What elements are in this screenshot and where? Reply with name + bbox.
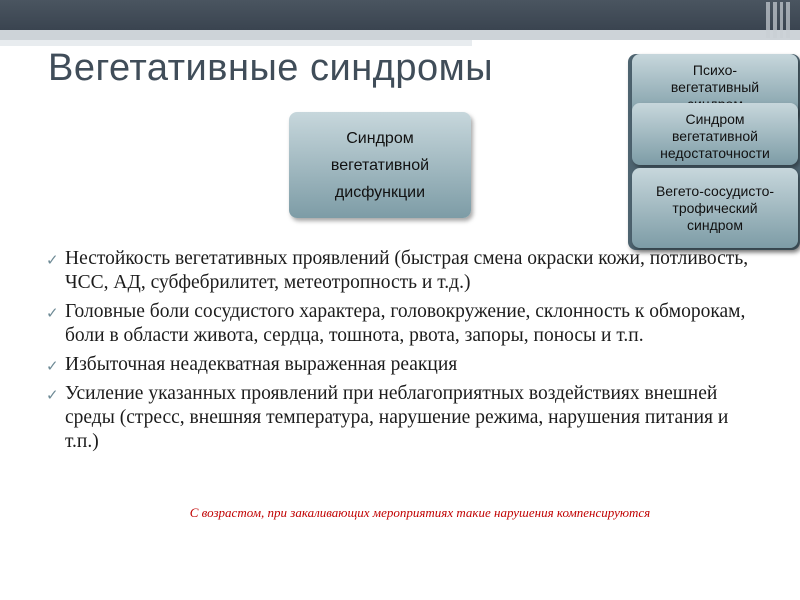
list-item-text: Нестойкость вегетативных проявлений (быстрая смена окраски кожи, потливость, ЧСС, АД, субфебрилитет, метеотропность и т.д.)	[65, 248, 749, 293]
box-line: трофический	[672, 199, 758, 216]
list-item	[46, 382, 766, 454]
list-item	[46, 353, 766, 377]
list-item	[46, 247, 766, 295]
main-box-line: Синдром	[346, 129, 414, 147]
box-line: недостаточности	[660, 145, 770, 161]
checkmark-icon: ✓	[46, 386, 59, 404]
corner-decoration	[766, 2, 790, 38]
checkmark-icon: ✓	[46, 304, 59, 322]
symptom-list	[46, 247, 766, 459]
list-item-text: Избыточная неадекватная выраженная реакция	[65, 354, 458, 375]
box-line: Синдром	[685, 111, 745, 127]
checkmark-icon: ✓	[46, 357, 59, 375]
box-line: вегетативный	[670, 79, 760, 95]
main-box-line: дисфункции	[334, 183, 426, 201]
list-item	[46, 300, 766, 348]
box-line: Вегето-сосудисто-	[655, 182, 775, 199]
list-item-text: Головные боли сосудистого характера, головокружение, склонность к обморокам, боли в области живота, сердца, тошнота, рвота, запоры, поносы и т.п.	[65, 301, 746, 346]
header-band	[0, 0, 800, 30]
box-line: синдром	[687, 216, 743, 233]
title-highlight-bar	[0, 40, 472, 46]
list-item-text: Усиление указанных проявлений при неблагоприятных воздействиях внешней среды (стресс, внешняя температура, нарушение режима, нарушения питания и т.п.)	[65, 383, 729, 452]
header-accent-band	[0, 30, 800, 40]
footnote: С возрастом, при закаливающих мероприятиях такие нарушения компенсируются	[189, 505, 651, 520]
box-line: вегетативной	[672, 128, 758, 144]
main-box-line: вегетативной	[330, 156, 430, 174]
slide-title: Вегетативные синдромы	[48, 47, 494, 89]
syndrome-box-insufficiency	[632, 103, 798, 165]
syndrome-box-trophic	[632, 168, 798, 248]
box-line: Психо-	[692, 62, 738, 78]
syndrome-box-main	[289, 112, 471, 218]
checkmark-icon: ✓	[46, 251, 59, 269]
